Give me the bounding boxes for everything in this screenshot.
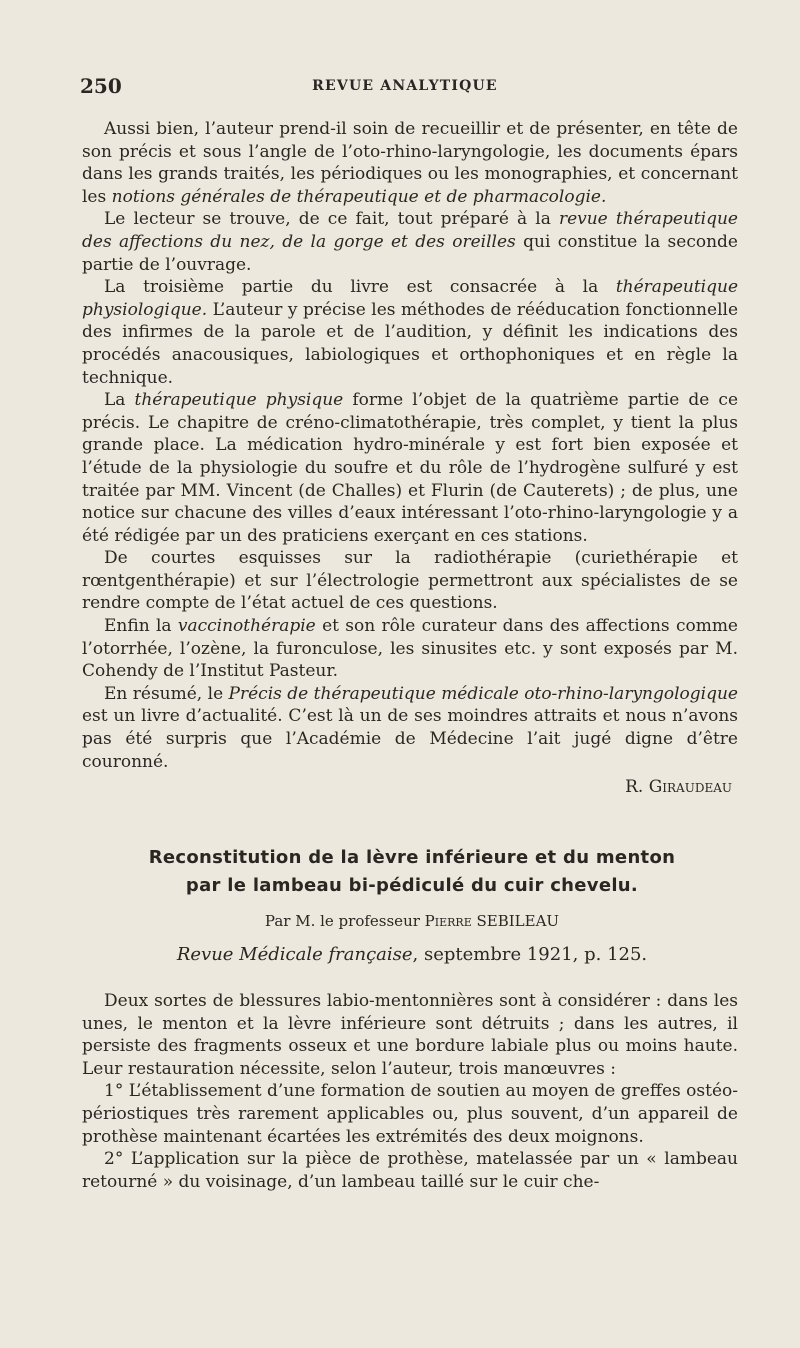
article-citation: Revue Médicale française, septembre 1921, p. 125. <box>176 944 648 965</box>
article-title: Reconstitution de la lèvre inférieure et du menton par le lambeau bi-pédiculé du cuir chevelu. <box>148 847 676 896</box>
page-number: 250 <box>80 74 122 98</box>
review-signature: R. Giraudeau <box>625 777 732 798</box>
review-paragraph: Le lecteur se trouve, de ce fait, tout préparé à la revue thérapeutique des affections du nez, de la gorge et des oreilles qui constitue la seconde partie de l’ouvrage. <box>82 209 738 275</box>
article-byline: Par M. le professeur Pierre SEBILEAU <box>264 912 560 930</box>
review-paragraph: En résumé, le Précis de thérapeutique médicale oto-rhino-laryngologique est un livre d’actualité. C’est là un de ses moindres attraits et nous n’avons pas été surpris que l’Académie de Médecine l’ait jugé digne d’être couronné. <box>82 683 738 772</box>
running-head <box>80 74 730 98</box>
article-paragraph: 2° L’application sur la pièce de prothèse, matelassée par un « lambeau retourné » du voisinage, d’un lambeau taillé sur le cuir che- <box>82 1149 738 1192</box>
review-paragraph: Aussi bien, l’auteur prend-il soin de recueillir et de présenter, en tête de son précis et sous l’angle de l’oto-rhino-laryngologie, les documents épars dans les grands traités, les périodiques ou les monographies, et concernant les notions générales de thérapeutique et de pharmacologie. <box>82 119 738 207</box>
review-paragraph: De courtes esquisses sur la radiothérapie (curiethérapie et rœntgenthérapie) et sur l’électrologie permettront aux spécialistes de se rendre compte de l’état actuel de ces questions. <box>82 548 738 614</box>
running-title: REVUE ANALYTIQUE <box>312 78 498 94</box>
article-paragraph: Deux sortes de blessures labio-mentonnières sont à considérer : dans les unes, le menton et la lèvre inférieure sont détruits ; dans les autres, il persiste des fragments osseux et une bordure labiale plus ou moins haute. Leur restauration nécessite, selon l’auteur, trois manœuvres : <box>82 991 738 1079</box>
review-paragraph: La thérapeutique physique forme l’objet de la quatrième partie de ce précis. Le chapitre de créno-climatothérapie, très complet, y tient la plus grande place. La médication hydro-minérale y est fort bien exposée et l’étude de la physiologie du soufre et du rôle de l’hydrogène sulfuré y est traitée par MM. Vincent (de Challes) et Flurin (de Cauterets) ; de plus, une notice sur chacune des villes d’eaux intéressant l’oto-rhino-laryngologie y a été rédigée par un des praticiens exerçant en ces stations. <box>82 390 739 546</box>
article-paragraph: 1° L’établissement d’une formation de soutien au moyen de greffes ostéo-périostiques très rarement applicables ou, plus souvent, d’un appareil de prothèse maintenant écartées les extrémités des deux moignons. <box>82 1081 738 1147</box>
review-text <box>82 118 738 799</box>
article-text <box>82 990 738 1193</box>
review-paragraph: La troisième partie du livre est consacrée à la thérapeutique physiologique. L’auteur y précise les méthodes de rééducation fonctionnelle des infirmes de la parole et de l’audition, y définit les indications des procédés anacousiques, labiologiques et orthophoniques et en règle la technique. <box>82 277 738 388</box>
review-paragraph: Enfin la vaccinothérapie et son rôle curateur dans des affections comme l’otorrhée, l’ozène, la furonculose, les sinusites etc. y sont exposés par M. Cohendy de l’Institut Pasteur. <box>82 616 738 682</box>
